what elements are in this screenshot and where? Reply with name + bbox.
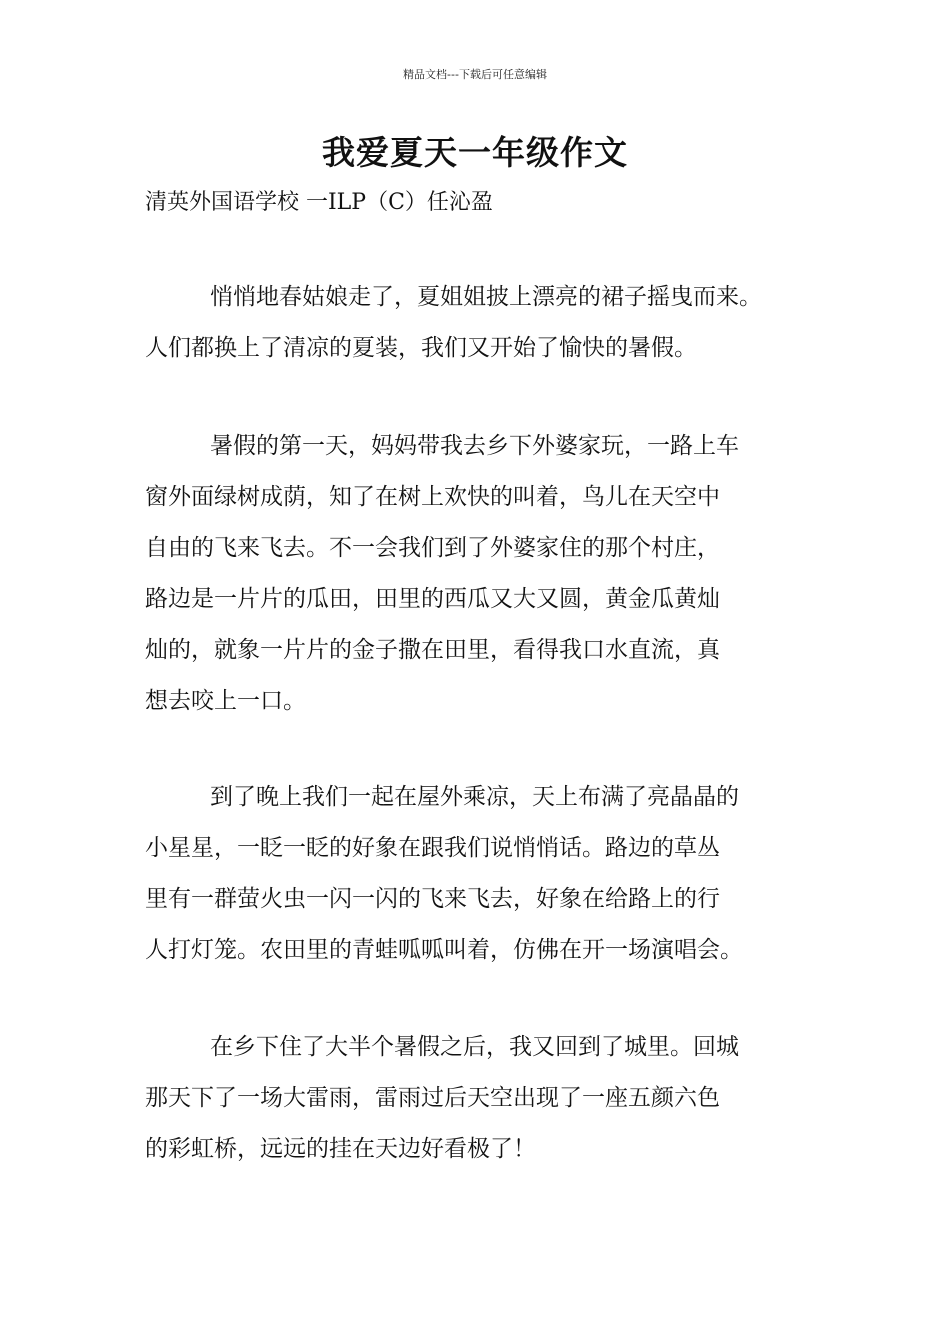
- paragraph-line: 在乡下住了大半个暑假之后，我又回到了城里。回城: [210, 1034, 739, 1060]
- paragraph-3: [145, 772, 810, 976]
- paragraph-1: [145, 272, 845, 374]
- paragraph-line: 人打灯笼。农田里的青蛙呱呱叫着，仿佛在开一场演唱会。: [145, 937, 743, 963]
- document-title: 我爱夏天一年级作文: [322, 133, 628, 172]
- paragraph-2: [145, 421, 810, 727]
- paragraph-4: [145, 1022, 810, 1175]
- paragraph-line: 悄悄地春姑娘走了，夏姐姐披上漂亮的裙子摇曳而来。: [210, 284, 762, 310]
- paragraph-line: 到了晚上我们一起在屋外乘凉，天上布满了亮晶晶的: [210, 784, 739, 810]
- paragraph-line: 自由的飞来飞去。不一会我们到了外婆家住的那个村庄，: [145, 535, 720, 561]
- paragraph-line: 窗外面绿树成荫，知了在树上欢快的叫着，鸟儿在天空中: [145, 484, 720, 510]
- paragraph-line: 暑假的第一天，妈妈带我去乡下外婆家玩，一路上车: [210, 433, 739, 459]
- paragraph-line: 人们都换上了清凉的夏装，我们又开始了愉快的暑假。: [145, 335, 697, 361]
- paragraph-line: 小星星，一眨一眨的好象在跟我们说悄悄话。路边的草丛: [145, 835, 720, 861]
- paragraph-line: 那天下了一场大雷雨，雷雨过后天空出现了一座五颜六色: [145, 1085, 720, 1111]
- header-note: 精品文档---下载后可任意编辑: [403, 68, 547, 81]
- paragraph-line: 里有一群萤火虫一闪一闪的飞来飞去，好象在给路上的行: [145, 886, 720, 912]
- paragraph-line: 的彩虹桥，远远的挂在天边好看极了！: [145, 1136, 536, 1162]
- paragraph-line: 灿的，就象一片片的金子撒在田里，看得我口水直流，真: [145, 637, 720, 663]
- paragraph-line: 路边是一片片的瓜田，田里的西瓜又大又圆，黄金瓜黄灿: [145, 586, 720, 612]
- author-byline: 清英外国语学校 一ILP（C）任沁盈: [145, 190, 493, 215]
- paragraph-line: 想去咬上一口。: [145, 688, 306, 714]
